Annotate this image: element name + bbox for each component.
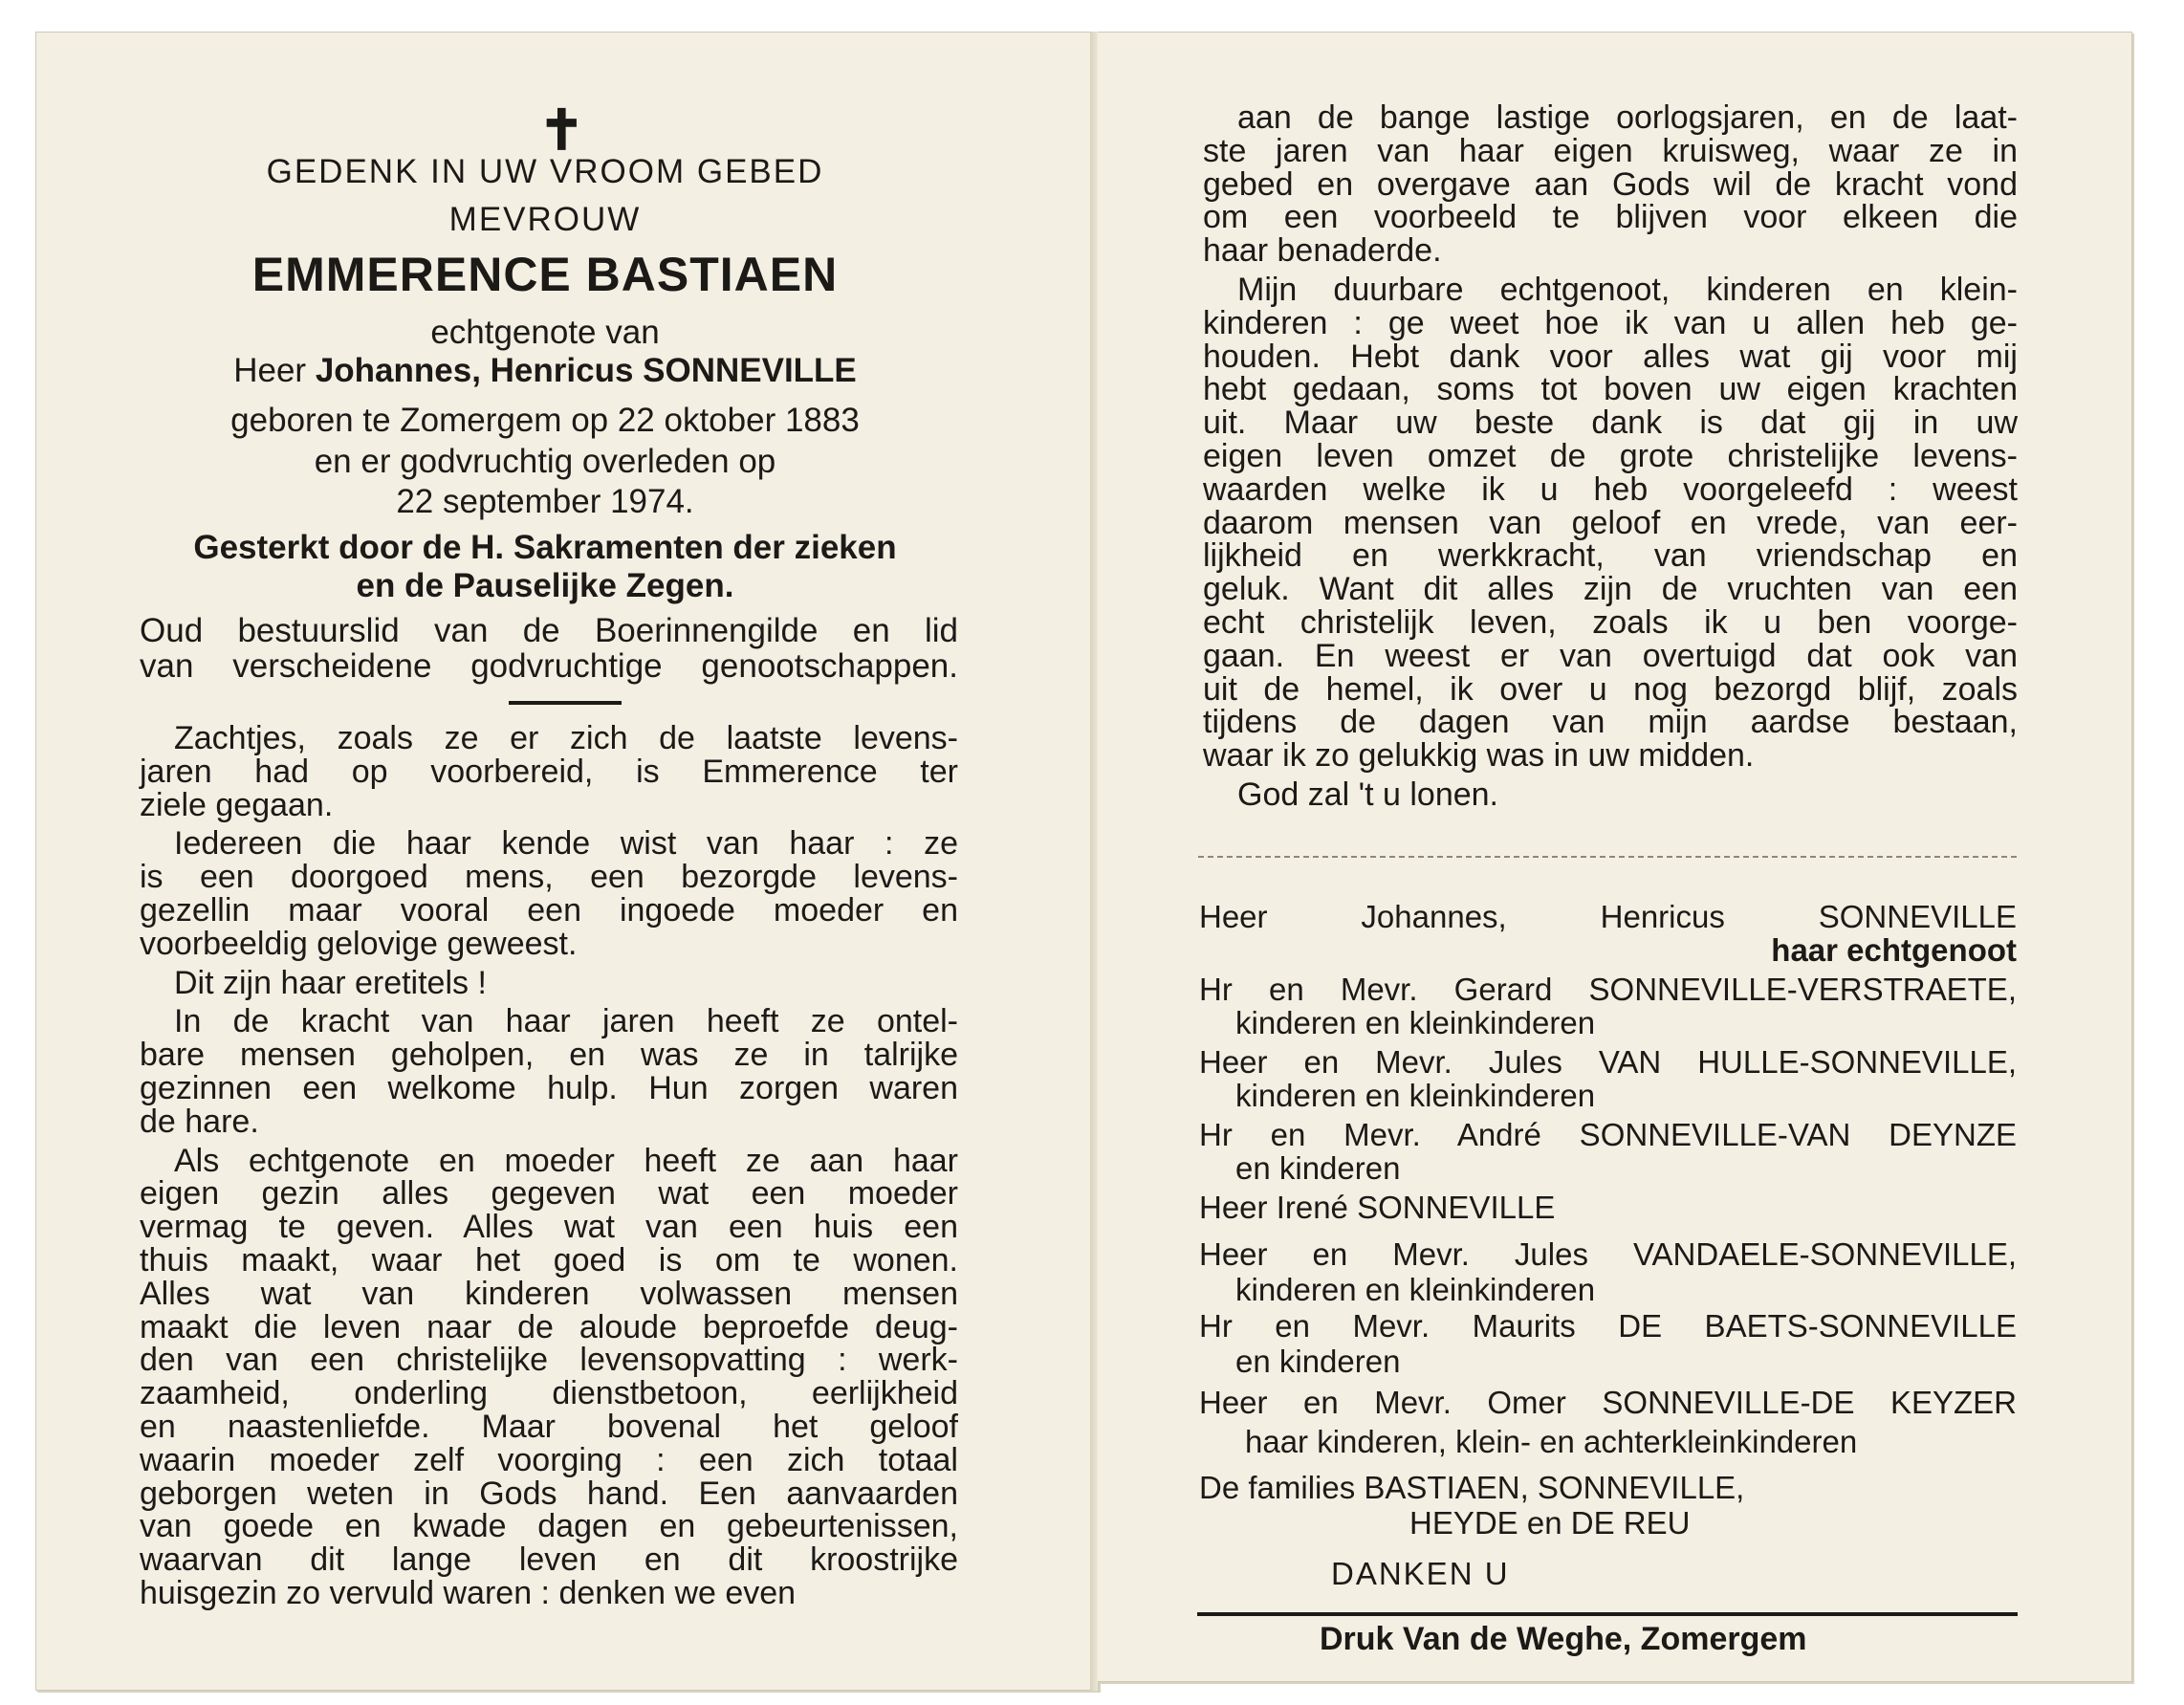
- text-line: In de kracht van haar jaren heeft ze ontel-: [174, 1003, 958, 1040]
- membership-line-2: van verscheidene godvruchtige genootschappen.: [140, 647, 958, 685]
- text-line: bare mensen geholpen, en was ze in talrijke: [140, 1037, 958, 1074]
- text-line: Iedereen die haar kende wist van haar : ze: [174, 825, 958, 863]
- paragraph: [140, 722, 958, 821]
- text-line: kinderen : ge weet hoe ik van u allen heb ge-: [1203, 304, 2018, 341]
- paragraph: [140, 1005, 958, 1138]
- membership-line-1: Oud bestuurslid van de Boerinnengilde en lid: [140, 612, 958, 649]
- text-line: voorbeeldig gelovige geweest.: [140, 925, 578, 962]
- text-line: Zachtjes, zoals ze er zich de laatste levens-: [174, 720, 958, 756]
- cross-icon: ✝: [538, 99, 585, 162]
- text-line: Als echtgenote en moeder heeft ze aan haar: [174, 1142, 958, 1179]
- text-line: lijkheid en werkkracht, van vriendschap en: [1203, 537, 2018, 575]
- family-line: en kinderen: [1235, 1344, 1401, 1379]
- printer-credit: Druk Van de Weghe, Zomergem: [1320, 1621, 1807, 1657]
- family-line: en kinderen: [1235, 1150, 1401, 1186]
- text-line: tijdens de dagen van mijn aardse bestaan,: [1203, 704, 2018, 741]
- text-line: hebt gedaan, soms tot boven uw eigen krachten: [1203, 371, 2018, 408]
- text-line: Alles wat van kinderen volwassen mensen: [140, 1275, 958, 1312]
- text-line: waar ik zo gelukkig was in uw midden.: [1203, 737, 1755, 775]
- paragraph: [140, 827, 958, 960]
- death-line: en er godvruchtig overleden op: [314, 443, 776, 480]
- spouse-intro: echtgenote van: [430, 314, 660, 351]
- left-body-text: [140, 722, 958, 1616]
- card-fold: [1090, 32, 1098, 1691]
- paragraph: [1203, 778, 2018, 812]
- family-line: Heer en Mevr. Jules VAN HULLE-SONNEVILLE,: [1199, 1044, 2017, 1080]
- spouse-name-line: [134, 352, 956, 390]
- text-line: Mijn duurbare echtgenoot, kinderen en klein-: [1237, 271, 2018, 308]
- text-line: van goede en kwade dagen en gebeurtenissen,: [140, 1508, 958, 1545]
- right-body-text: [1203, 101, 2018, 818]
- family-line: kinderen en kleinkinderen: [1235, 1272, 1596, 1307]
- text-line: gaan. En weest er van overtuigd dat ook van: [1203, 637, 2018, 674]
- spouse-name: Johannes, Henricus SONNEVILLE: [315, 352, 857, 389]
- text-line: geluk. Want dit alles zijn de vruchten van een: [1203, 571, 2018, 608]
- dashed-divider: [1198, 856, 2017, 858]
- thanks-line: DANKEN U: [1331, 1556, 1510, 1591]
- family-line: HEYDE en DE REU: [1409, 1505, 1691, 1541]
- paragraph: [140, 964, 958, 1001]
- family-line: Hr en Mevr. André SONNEVILLE-VAN DEYNZE: [1199, 1117, 2017, 1152]
- paragraph: [1203, 273, 2018, 773]
- text-line: houden. Hebt dank voor alles wat gij voor mij: [1203, 338, 2018, 375]
- death-date: 22 september 1974.: [396, 483, 694, 520]
- text-line: aan de bange lastige oorlogsjaren, en de laat-: [1237, 99, 2018, 136]
- spouse-prefix: Heer: [233, 352, 307, 389]
- text-line: waarden welke ik u heb voorgeleefd : weest: [1203, 470, 2018, 508]
- text-line: eigen leven omzet de grote christelijke levens-: [1203, 437, 2018, 474]
- paragraph: [1203, 101, 2018, 268]
- text-line: de hare.: [140, 1103, 259, 1140]
- footer-rule: [1197, 1612, 2018, 1616]
- text-line: den van een christelijke levensopvatting : werk-: [140, 1342, 958, 1379]
- family-line: haar kinderen, klein- en achterkleinkinderen: [1245, 1424, 1858, 1459]
- family-line: Heer en Mevr. Jules VANDAELE-SONNEVILLE,: [1199, 1236, 2017, 1272]
- text-line: maakt die leven naar de aloude beproefde deug-: [140, 1308, 958, 1345]
- family-line: Heer en Mevr. Omer SONNEVILLE-DE KEYZER: [1199, 1385, 2017, 1420]
- sacraments-line: Gesterkt door de H. Sakramenten der zieken: [193, 529, 897, 566]
- separator-rule: [509, 701, 622, 705]
- text-line: gezellin maar vooral een ingoede moeder en: [140, 891, 958, 929]
- text-line: daarom mensen van geloof en vrede, van eer-: [1203, 504, 2018, 541]
- text-line: uit. Maar uw beste dank is dat gij in uw: [1203, 404, 2018, 442]
- family-line: Heer Irené SONNEVILLE: [1199, 1190, 1556, 1225]
- family-line: kinderen en kleinkinderen: [1235, 1005, 1596, 1040]
- text-line: is een doorgoed mens, een bezorgde levens-: [140, 859, 958, 896]
- text-line: gebed en overgave aan Gods wil de kracht vond: [1203, 165, 2018, 203]
- deceased-name: EMMERENCE BASTIAEN: [251, 248, 839, 301]
- text-line: thuis maakt, waar het goed is om te wonen.: [140, 1241, 958, 1279]
- text-line: zaamheid, onderling dienstbetoon, eerlijkheid: [140, 1375, 958, 1412]
- text-line: God zal 't u lonen.: [1237, 776, 1498, 813]
- text-line: jaren had op voorbereid, is Emmerence ter: [140, 753, 958, 790]
- text-line: vermag te geven. Alles wat van een huis een: [140, 1209, 958, 1246]
- text-line: waarvan dit lange leven en dit kroostrijke: [140, 1541, 958, 1579]
- text-line: eigen gezin alles gegeven wat een moeder: [140, 1175, 958, 1213]
- title-mevrouw: MEVROUW: [448, 201, 642, 238]
- family-line: kinderen en kleinkinderen: [1235, 1078, 1596, 1113]
- text-line: ste jaren van haar eigen kruisweg, waar ze in: [1203, 132, 2018, 169]
- text-line: gezinnen een welkome hulp. Hun zorgen waren: [140, 1069, 958, 1106]
- blessing-line: en de Pauselijke Zegen.: [356, 567, 734, 604]
- family-line: De families BASTIAEN, SONNEVILLE,: [1199, 1470, 1745, 1505]
- text-line: Dit zijn haar eretitels !: [174, 964, 487, 1001]
- text-line: uit de hemel, ik over u nog bezorgd blijf, zoals: [1203, 670, 2018, 708]
- family-line: haar echtgenoot: [1771, 932, 2017, 968]
- family-line: Hr en Mevr. Maurits DE BAETS-SONNEVILLE: [1199, 1308, 2017, 1344]
- text-line: haar benaderde.: [1203, 232, 1442, 270]
- family-line: Heer Johannes, Henricus SONNEVILLE: [1199, 899, 2017, 934]
- birth-line: geboren te Zomergem op 22 oktober 1883: [230, 402, 860, 439]
- text-line: waarin moeder zelf voorging : een zich totaal: [140, 1441, 958, 1478]
- paragraph: [140, 1142, 958, 1611]
- text-line: huisgezin zo vervuld waren : denken we even: [140, 1574, 797, 1611]
- family-line: Hr en Mevr. Gerard SONNEVILLE-VERSTRAETE,: [1199, 972, 2017, 1007]
- text-line: om een voorbeeld te blijven voor elkeen die: [1203, 199, 2018, 236]
- text-line: echt christelijk leven, zoals ik u ben voorge-: [1203, 603, 2018, 641]
- memorial-heading: GEDENK IN UW VROOM GEBED: [266, 153, 824, 190]
- text-line: geborgen weten in Gods hand. Een aanvaarden: [140, 1475, 958, 1512]
- text-line: en naastenliefde. Maar bovenal het geloof: [140, 1408, 958, 1445]
- text-line: ziele gegaan.: [140, 786, 334, 823]
